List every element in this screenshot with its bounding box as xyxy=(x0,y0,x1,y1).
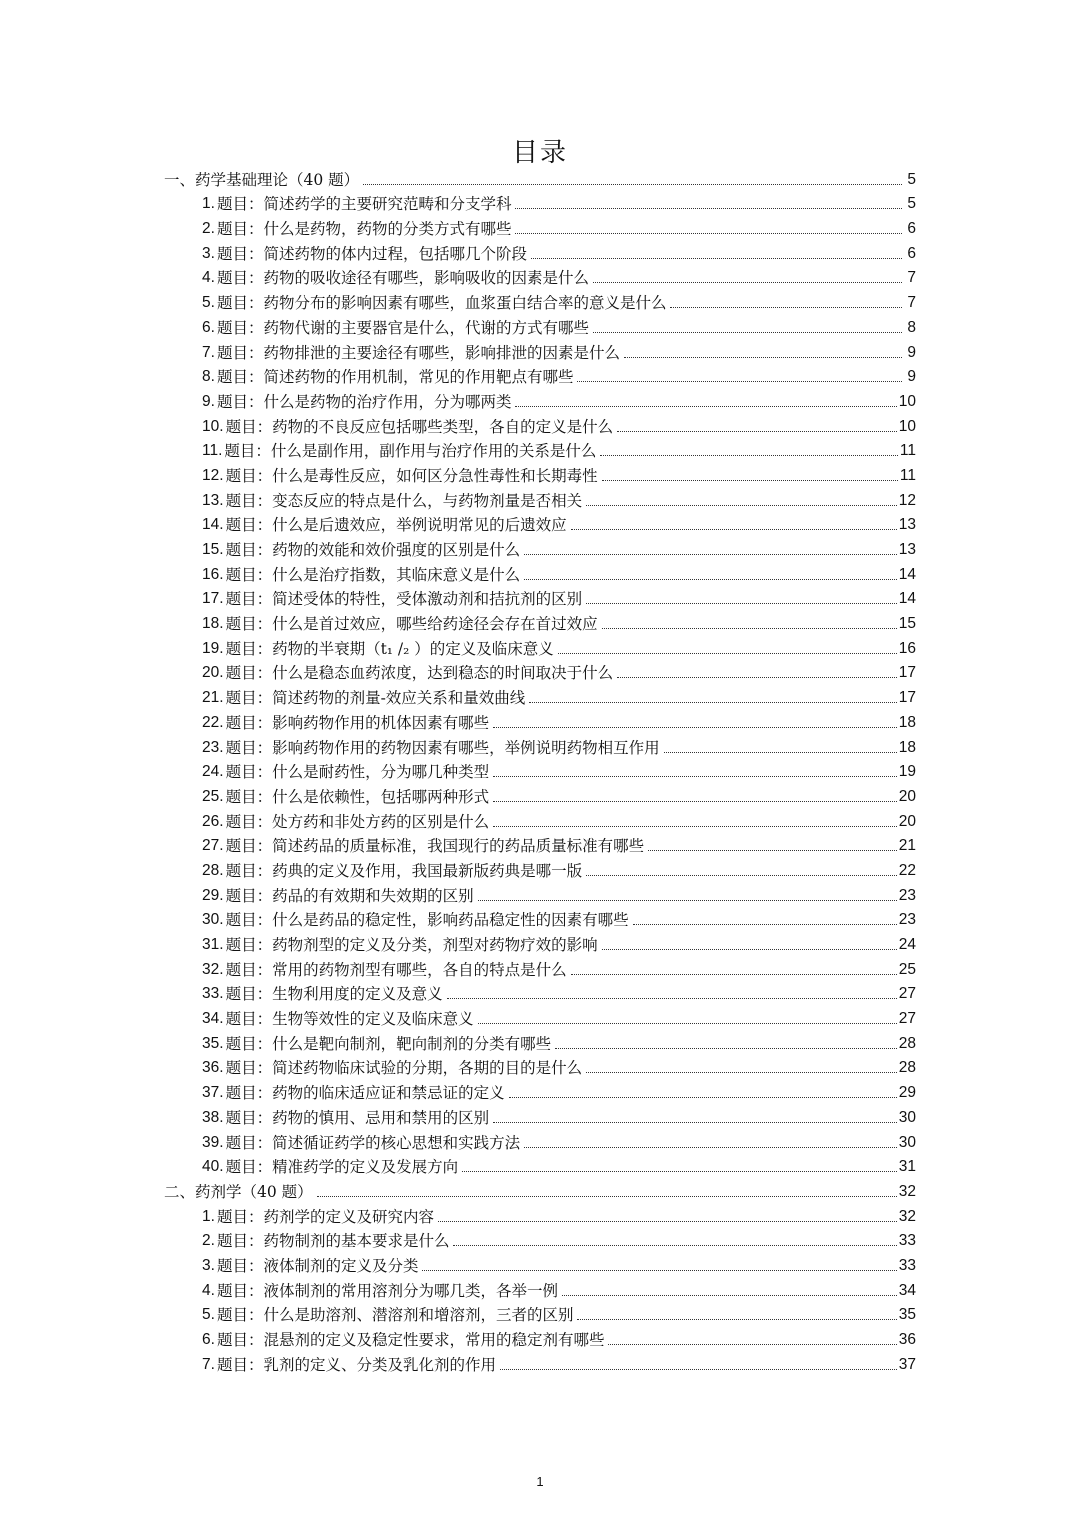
toc-entry[interactable] xyxy=(164,239,916,264)
toc-entry-title: 题目：什么是耐药性，分为哪几种类型 xyxy=(225,763,490,782)
toc-entry[interactable] xyxy=(164,1103,916,1128)
dot-leader xyxy=(664,752,897,753)
toc-entry-number: 6. xyxy=(202,318,215,336)
toc-entry-number: 36. xyxy=(202,1059,224,1077)
toc-entry-title: 题目：简述药物临床试验的分期，各期的目的是什么 xyxy=(225,1059,583,1078)
toc-entry[interactable] xyxy=(164,1078,916,1103)
toc-entry-number: 18. xyxy=(202,615,224,633)
toc-page-number: 20 xyxy=(898,787,916,805)
toc-entry[interactable] xyxy=(164,1128,916,1153)
toc-page-number: 17 xyxy=(898,689,916,707)
toc-entry-number: 7. xyxy=(202,343,215,361)
dot-leader xyxy=(493,727,897,728)
dot-leader xyxy=(500,1369,897,1370)
dot-leader xyxy=(524,554,897,555)
toc-entry[interactable] xyxy=(164,1054,916,1079)
dot-leader xyxy=(438,1221,897,1222)
toc-page-number: 14 xyxy=(898,590,916,608)
toc-entry-title: 题目：混悬剂的定义及稳定性要求，常用的稳定剂有哪些 xyxy=(216,1331,605,1349)
toc-entry-title: 题目：药物排泄的主要途径有哪些，影响排泄的因素是什么 xyxy=(216,343,620,362)
dot-leader xyxy=(571,974,897,975)
dot-leader xyxy=(478,900,897,901)
toc-entry[interactable] xyxy=(164,832,916,857)
toc-entry-title: 题目：什么是药品的稳定性，影响药品稳定性的因素有哪些 xyxy=(225,911,629,930)
toc-entry[interactable] xyxy=(164,535,916,560)
toc-entry[interactable] xyxy=(164,387,916,412)
toc-entry-number: 1. xyxy=(202,195,215,213)
toc-page-number: 25 xyxy=(898,960,916,978)
toc-entry-number: 7. xyxy=(202,1355,215,1373)
dot-leader xyxy=(577,1319,896,1320)
toc-entry-title: 题目：什么是首过效应，哪些给药途径会存在首过效应 xyxy=(225,615,598,634)
toc-page-number: 7 xyxy=(907,294,916,312)
toc-entry-number: 4. xyxy=(202,269,215,287)
toc-entry-title: 题目：乳剂的定义、分类及乳化剂的作用 xyxy=(216,1355,496,1374)
toc-entry-number: 6. xyxy=(202,1331,215,1348)
toc-page-number: 14 xyxy=(898,565,916,583)
toc-page-number: 21 xyxy=(898,837,916,855)
dot-leader xyxy=(562,1295,897,1296)
toc-entry-number: 37. xyxy=(202,1084,224,1102)
toc-entry-title: 题目：药典的定义及作用，我国最新版药典是哪一版 xyxy=(225,861,583,880)
toc-entry-number: 16. xyxy=(202,565,224,583)
toc-page-number: 6 xyxy=(907,220,916,238)
toc-page-number: 6 xyxy=(907,244,916,262)
toc-entry[interactable] xyxy=(164,338,916,363)
dot-leader xyxy=(531,258,902,259)
toc-entry-title: 题目：什么是后遗效应，举例说明常见的后遗效应 xyxy=(225,516,567,535)
toc-page-number: 20 xyxy=(898,812,916,830)
dot-leader xyxy=(493,826,897,827)
toc-page-number: 30 xyxy=(898,1133,916,1151)
toc-entry-title: 题目：药物代谢的主要器官是什么，代谢的方式有哪些 xyxy=(216,318,589,337)
toc-entry[interactable] xyxy=(164,288,916,313)
toc-entry[interactable] xyxy=(164,1325,916,1350)
toc-entry-title: 题目：简述药物的作用机制，常见的作用靶点有哪些 xyxy=(216,368,574,387)
toc-entry-number: 2. xyxy=(202,220,215,238)
toc-entry-number: 29. xyxy=(202,886,224,904)
dot-leader xyxy=(493,1122,897,1123)
toc-entry-number: 22. xyxy=(202,713,224,731)
toc-entry-title: 题目：生物利用度的定义及意义 xyxy=(225,985,443,1004)
dot-leader xyxy=(577,381,902,382)
toc-entry-title: 题目：什么是药物的治疗作用，分为哪两类 xyxy=(216,392,512,411)
toc-page-number: 18 xyxy=(898,713,916,731)
toc-page-number: 30 xyxy=(898,1108,916,1126)
toc-page-number: 15 xyxy=(898,615,916,633)
toc-entry-title: 题目：什么是稳态血药浓度，达到稳态的时间取决于什么 xyxy=(225,664,614,683)
dot-leader xyxy=(593,332,902,333)
toc-page-number: 28 xyxy=(898,1034,916,1052)
toc-entry[interactable] xyxy=(164,609,916,634)
toc-entry-number: 32. xyxy=(202,960,224,978)
toc-entry[interactable] xyxy=(164,264,916,289)
toc-section-heading[interactable] xyxy=(164,1177,916,1202)
toc-page-number: 16 xyxy=(898,639,916,657)
toc-page-number: 29 xyxy=(898,1084,916,1102)
toc-entry-title: 题目：药物的临床适应证和禁忌证的定义 xyxy=(225,1084,505,1103)
toc-entry-number: 11. xyxy=(202,442,223,460)
toc-page-number: 5 xyxy=(907,195,916,213)
dot-leader xyxy=(529,702,896,703)
toc-page-number: 22 xyxy=(898,861,916,879)
dot-leader xyxy=(317,1196,897,1197)
dot-leader xyxy=(493,776,897,777)
dot-leader xyxy=(586,505,897,506)
dot-leader xyxy=(593,282,902,283)
toc-page-number: 36 xyxy=(898,1331,916,1348)
toc-entry[interactable] xyxy=(164,733,916,758)
toc-page-number: 12 xyxy=(898,491,916,509)
dot-leader xyxy=(515,233,902,234)
toc-entry-title: 题目：药物的效能和效价强度的区别是什么 xyxy=(225,541,521,559)
toc-page-number: 32 xyxy=(898,1207,916,1225)
toc-entry-title: 题目：简述药物的体内过程，包括哪几个阶段 xyxy=(216,244,527,263)
toc-entry-title: 题目：变态反应的特点是什么，与药物剂量是否相关 xyxy=(225,491,583,510)
toc-entry-title: 题目：常用的药物剂型有哪些，各自的特点是什么 xyxy=(225,960,567,979)
toc-entry[interactable] xyxy=(164,511,916,536)
toc-page-number: 28 xyxy=(898,1059,916,1077)
toc-entry[interactable] xyxy=(164,1251,916,1276)
toc-entry-number: 10. xyxy=(202,417,224,435)
toc-entry-number: 4. xyxy=(202,1281,215,1299)
toc-page-number: 32 xyxy=(898,1182,916,1200)
toc-entry-number: 15. xyxy=(202,541,224,558)
toc-entry-number: 13. xyxy=(202,491,224,509)
toc-entry-number: 2. xyxy=(202,1232,215,1250)
toc-entry[interactable] xyxy=(164,1276,916,1301)
toc-page-number: 17 xyxy=(898,664,916,682)
toc-entry[interactable] xyxy=(164,363,916,388)
toc-entry-title: 题目：什么是药物，药物的分类方式有哪些 xyxy=(216,220,512,239)
toc-entry[interactable] xyxy=(164,313,916,338)
toc-entry-number: 9. xyxy=(202,392,215,410)
toc-entry-title: 题目：什么是助溶剂、潜溶剂和增溶剂，三者的区别 xyxy=(216,1306,574,1325)
toc-entry-title: 题目：药物分布的影响因素有哪些，血浆蛋白结合率的意义是什么 xyxy=(216,294,667,313)
toc-entry-title: 题目：简述受体的特性，受体激动剂和拮抗剂的区别 xyxy=(225,590,583,609)
toc-page-number: 18 xyxy=(898,738,916,756)
toc-entry-number: 33. xyxy=(202,985,224,1003)
toc-page-number: 9 xyxy=(907,343,916,361)
toc-entry[interactable] xyxy=(164,412,916,437)
dot-leader xyxy=(608,1344,896,1345)
toc-page-number: 8 xyxy=(907,318,916,336)
toc-page-number: 5 xyxy=(907,170,916,188)
toc-entry[interactable] xyxy=(164,1153,916,1178)
toc-entry[interactable] xyxy=(164,980,916,1005)
toc-entry-number: 5. xyxy=(202,1306,215,1324)
toc-entry-title: 题目：简述循证药学的核心思想和实践方法 xyxy=(225,1133,521,1152)
toc-entry-title: 题目：精准药学的定义及发展方向 xyxy=(225,1158,459,1177)
dot-leader xyxy=(509,1097,897,1098)
dot-leader xyxy=(524,1147,897,1148)
toc-entry-number: 40. xyxy=(202,1158,224,1176)
toc-entry[interactable] xyxy=(164,1301,916,1326)
page-number: 1 xyxy=(536,1474,544,1489)
toc-entry-title: 题目：药品的有效期和失效期的区别 xyxy=(225,886,474,905)
toc-entry[interactable] xyxy=(164,708,916,733)
toc-entry-number: 17. xyxy=(202,590,224,608)
toc-page-number: 11 xyxy=(899,442,916,460)
toc-entry-title: 题目：什么是副作用，副作用与治疗作用的关系是什么 xyxy=(224,442,597,461)
dot-leader xyxy=(478,1023,897,1024)
dot-leader xyxy=(524,579,897,580)
dot-leader xyxy=(493,801,897,802)
dot-leader xyxy=(462,1171,897,1172)
dot-leader xyxy=(602,949,897,950)
toc-entry[interactable] xyxy=(164,1029,916,1054)
toc-entry[interactable] xyxy=(164,1004,916,1029)
dot-leader xyxy=(586,1072,897,1073)
toc-page-number: 10 xyxy=(898,417,916,435)
toc-entry-number: 3. xyxy=(202,1256,215,1274)
toc-page-number: 37 xyxy=(898,1355,916,1373)
toc-entry-number: 19. xyxy=(202,639,224,657)
toc-entry-number: 39. xyxy=(202,1133,224,1151)
dot-leader xyxy=(422,1270,896,1271)
toc-entry-number: 20. xyxy=(202,664,224,682)
toc-page-number: 11 xyxy=(899,466,916,484)
toc-page-number: 23 xyxy=(898,911,916,929)
toc-entry-number: 28. xyxy=(202,861,224,879)
toc-entry[interactable] xyxy=(164,955,916,980)
dot-leader xyxy=(363,184,902,185)
toc-entry-title: 题目：影响药物作用的药物因素有哪些，举例说明药物相互作用 xyxy=(225,738,660,757)
toc-entry-number: 30. xyxy=(202,911,224,929)
toc-entry-number: 31. xyxy=(202,936,224,953)
dot-leader xyxy=(602,628,897,629)
toc-page-number: 13 xyxy=(898,516,916,534)
toc-entry-title: 题目：药物剂型的定义及分类，剂型对药物疗效的影响 xyxy=(225,936,598,954)
toc-entry[interactable] xyxy=(164,856,916,881)
toc-page-number: 9 xyxy=(907,368,916,386)
toc-entry[interactable] xyxy=(164,461,916,486)
toc-entry-title: 题目：简述药物的剂量-效应关系和量效曲线 xyxy=(225,689,526,708)
dot-leader xyxy=(624,357,902,358)
dot-leader xyxy=(558,653,897,654)
toc-page-number: 27 xyxy=(898,985,916,1003)
toc-page-number: 13 xyxy=(898,541,916,558)
toc-entry-number: 14. xyxy=(202,516,224,534)
dot-leader xyxy=(586,603,897,604)
toc-entry-title: 题目：简述药学的主要研究范畴和分支学科 xyxy=(216,195,512,214)
toc-entry[interactable] xyxy=(164,1202,916,1227)
toc-entry-number: 8. xyxy=(202,368,215,386)
toc-entry-number: 38. xyxy=(202,1108,224,1126)
toc-entry-number: 35. xyxy=(202,1034,224,1052)
toc-entry-number: 21. xyxy=(202,689,224,707)
dot-leader xyxy=(670,307,902,308)
toc-entry-title: 题目：什么是靶向制剂，靶向制剂的分类有哪些 xyxy=(225,1034,552,1053)
toc-entry-title: 题目：影响药物作用的机体因素有哪些 xyxy=(225,713,490,732)
toc-entry[interactable] xyxy=(164,560,916,585)
toc-entry[interactable] xyxy=(164,930,916,955)
dot-leader xyxy=(447,998,897,999)
toc-entry-title: 题目：液体制剂的常用溶剂分为哪几类，各举一例 xyxy=(216,1281,558,1300)
dot-leader xyxy=(648,850,897,851)
toc-entry-number: 24. xyxy=(202,763,224,781)
toc-entry[interactable] xyxy=(164,782,916,807)
page-title: 目录 xyxy=(511,138,568,168)
toc-entry[interactable] xyxy=(164,758,916,783)
toc-entry-number: 5. xyxy=(202,294,215,312)
dot-leader xyxy=(600,455,897,456)
toc-entry[interactable] xyxy=(164,1227,916,1252)
dot-leader xyxy=(617,677,897,678)
table-of-contents xyxy=(164,165,916,1375)
toc-entry-title: 题目：药剂学的定义及研究内容 xyxy=(216,1207,434,1226)
toc-entry[interactable] xyxy=(164,1350,916,1375)
toc-entry[interactable] xyxy=(164,659,916,684)
toc-page-number: 24 xyxy=(898,936,916,953)
toc-entry-title: 题目：药物的慎用、忌用和禁用的区别 xyxy=(225,1108,490,1127)
toc-page-number: 33 xyxy=(898,1232,916,1250)
toc-entry[interactable] xyxy=(164,634,916,659)
toc-entry[interactable] xyxy=(164,807,916,832)
dot-leader xyxy=(602,480,898,481)
toc-page-number: 34 xyxy=(898,1281,916,1299)
toc-page-number: 23 xyxy=(898,886,916,904)
toc-entry[interactable] xyxy=(164,190,916,215)
toc-page-number: 10 xyxy=(898,392,916,410)
toc-entry-title: 题目：药物的吸收途径有哪些，影响吸收的因素是什么 xyxy=(216,269,589,288)
toc-entry-title: 题目：液体制剂的定义及分类 xyxy=(216,1256,419,1275)
toc-entry[interactable] xyxy=(164,585,916,610)
toc-entry[interactable] xyxy=(164,437,916,462)
toc-page-number: 31 xyxy=(898,1158,916,1176)
toc-entry-number: 3. xyxy=(202,244,215,262)
toc-entry-number: 1. xyxy=(202,1207,215,1225)
dot-leader xyxy=(617,431,897,432)
toc-entry-number: 34. xyxy=(202,1010,224,1028)
toc-page-number: 33 xyxy=(898,1256,916,1274)
toc-section-title: 一、药学基础理论（40 题） xyxy=(164,170,360,189)
toc-entry[interactable] xyxy=(164,906,916,931)
toc-entry-number: 25. xyxy=(202,787,224,805)
dot-leader xyxy=(515,406,896,407)
toc-entry-title: 题目：生物等效性的定义及临床意义 xyxy=(225,1010,474,1029)
dot-leader xyxy=(555,1048,897,1049)
toc-entry-number: 23. xyxy=(202,738,224,756)
toc-entry-number: 26. xyxy=(202,812,224,830)
dot-leader xyxy=(515,208,902,209)
toc-entry-title: 题目：什么是依赖性，包括哪两种形式 xyxy=(225,787,490,806)
toc-entry-title: 题目：药物的不良反应包括哪些类型，各自的定义是什么 xyxy=(225,417,614,436)
toc-entry-title: 题目：什么是治疗指数，其临床意义是什么 xyxy=(225,565,521,584)
toc-entry-title: 题目：什么是毒性反应，如何区分急性毒性和长期毒性 xyxy=(225,466,598,485)
toc-page-number: 27 xyxy=(898,1010,916,1028)
toc-page-number: 19 xyxy=(898,763,916,781)
toc-entry[interactable] xyxy=(164,683,916,708)
toc-entry-number: 12. xyxy=(202,466,224,484)
toc-section-title: 二、药剂学（40 题） xyxy=(164,1182,313,1201)
toc-entry[interactable] xyxy=(164,881,916,906)
toc-entry[interactable] xyxy=(164,214,916,239)
toc-entry[interactable] xyxy=(164,486,916,511)
toc-page-number: 35 xyxy=(898,1306,916,1324)
dot-leader xyxy=(586,875,897,876)
toc-entry-title: 题目：处方药和非处方药的区别是什么 xyxy=(225,812,490,831)
toc-entry-title: 题目：药物的半衰期（t₁ /₂ ）的定义及临床意义 xyxy=(225,639,554,658)
dot-leader xyxy=(633,924,897,925)
toc-entry-title: 题目：简述药品的质量标准，我国现行的药品质量标准有哪些 xyxy=(225,837,645,856)
toc-entry-title: 题目：药物制剂的基本要求是什么 xyxy=(216,1232,450,1251)
toc-entry-number: 27. xyxy=(202,837,224,855)
dot-leader xyxy=(571,529,897,530)
dot-leader xyxy=(453,1245,896,1246)
toc-page-number: 7 xyxy=(907,269,916,287)
toc-section-heading[interactable] xyxy=(164,165,916,190)
